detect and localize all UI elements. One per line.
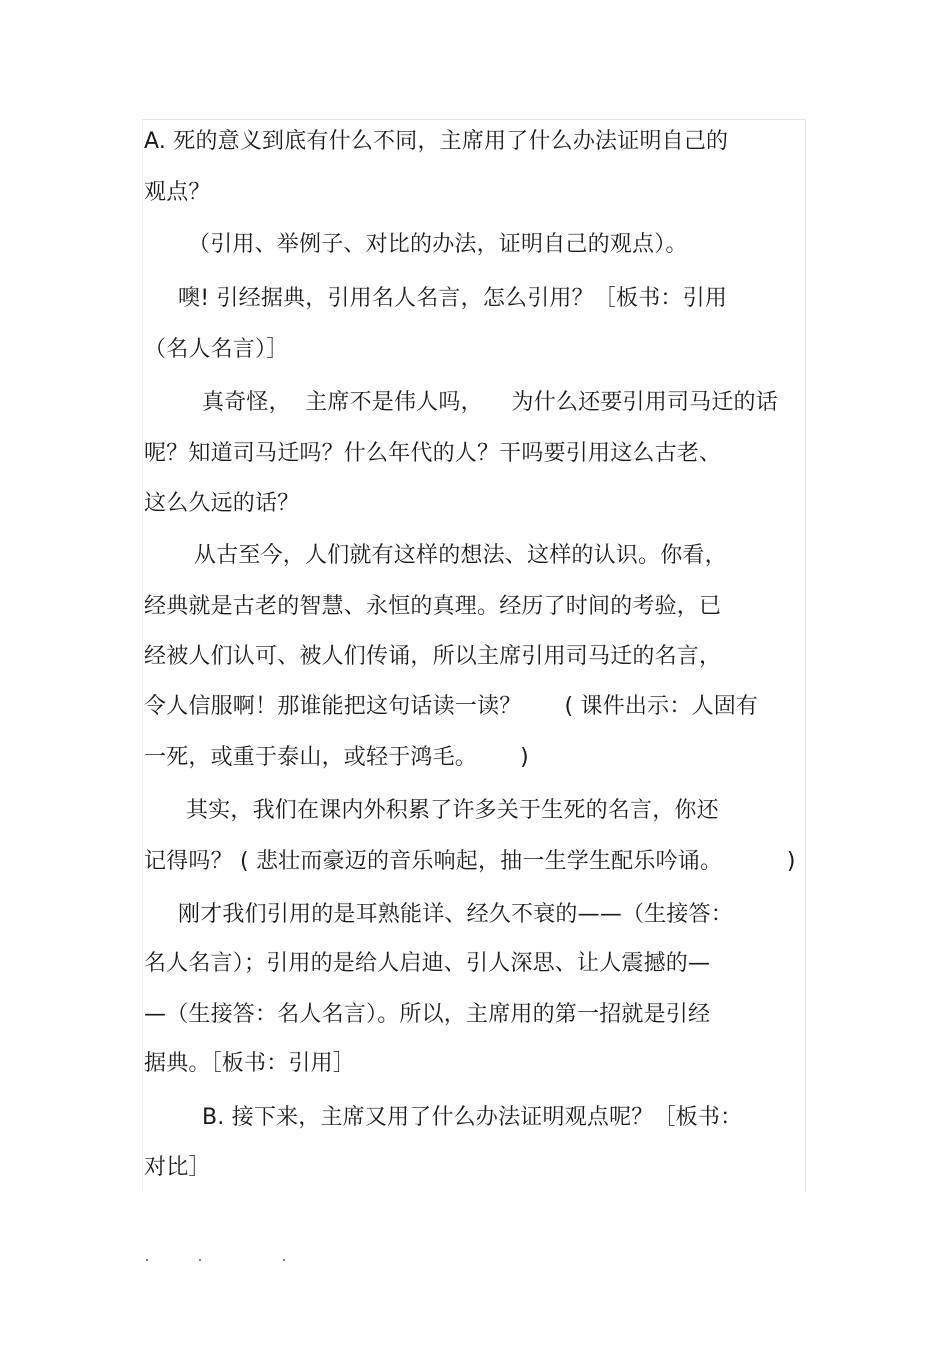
- footer-dot: [283, 1259, 285, 1261]
- text-line: （引用、举例子、对比的办法，证明自己的观点）。: [188, 232, 688, 257]
- text-line: 噢! 引经据典，引用名人名言，怎么引用？［板书：引用: [178, 286, 728, 311]
- text-line: 对比］: [144, 1155, 211, 1180]
- text-line: —（生接答：名人名言）。所以，主席用的第一招就是引经: [144, 1002, 711, 1027]
- text-line: 这么久远的话？: [144, 491, 300, 516]
- text-line: 呢？知道司马迁吗？什么年代的人？干吗要引用这么古老、: [144, 441, 722, 466]
- text-line: 令人信服啊！那谁能把这句话读一读？ ( 课件出示：人固有: [144, 694, 759, 719]
- text-line: 观点？: [144, 180, 211, 205]
- text-line: 据典。［板书：引用］: [144, 1051, 356, 1076]
- text-line: A. 死的意义到底有什么不同，主席用了什么办法证明自己的: [144, 129, 729, 154]
- text-line: 记得吗？ ( 悲壮而豪迈的音乐响起，抽一生学生配乐吟诵。 ): [144, 849, 796, 874]
- text-line: （名人名言）］: [144, 337, 289, 362]
- text-line: 一死，或重于泰山，或轻于鸿毛。 ): [144, 745, 529, 770]
- text-line: 其实，我们在课内外积累了许多关于生死的名言，你还: [186, 798, 719, 823]
- text-line: 经被人们认可、被人们传诵，所以主席引用司马迁的名言，: [144, 644, 722, 669]
- text-line: 名人名言）；引用的是给人启迪、引人深思、让人震撼的—: [144, 951, 711, 976]
- text-line: 从古至今，人们就有这样的想法、这样的认识。你看，: [194, 543, 727, 568]
- text-line: 经典就是古老的智慧、永恒的真理。经历了时间的考验，已: [144, 594, 722, 619]
- text-line: 刚才我们引用的是耳熟能详、经久不衰的——（生接答：: [178, 902, 734, 927]
- footer-dot: [199, 1259, 201, 1261]
- text-line: 真奇怪， 主席不是伟人吗， 为什么还要引用司马迁的话: [202, 390, 778, 415]
- footer-dot: [146, 1259, 148, 1261]
- text-line: B. 接下来，主席又用了什么办法证明观点呢？［板书：: [202, 1105, 743, 1130]
